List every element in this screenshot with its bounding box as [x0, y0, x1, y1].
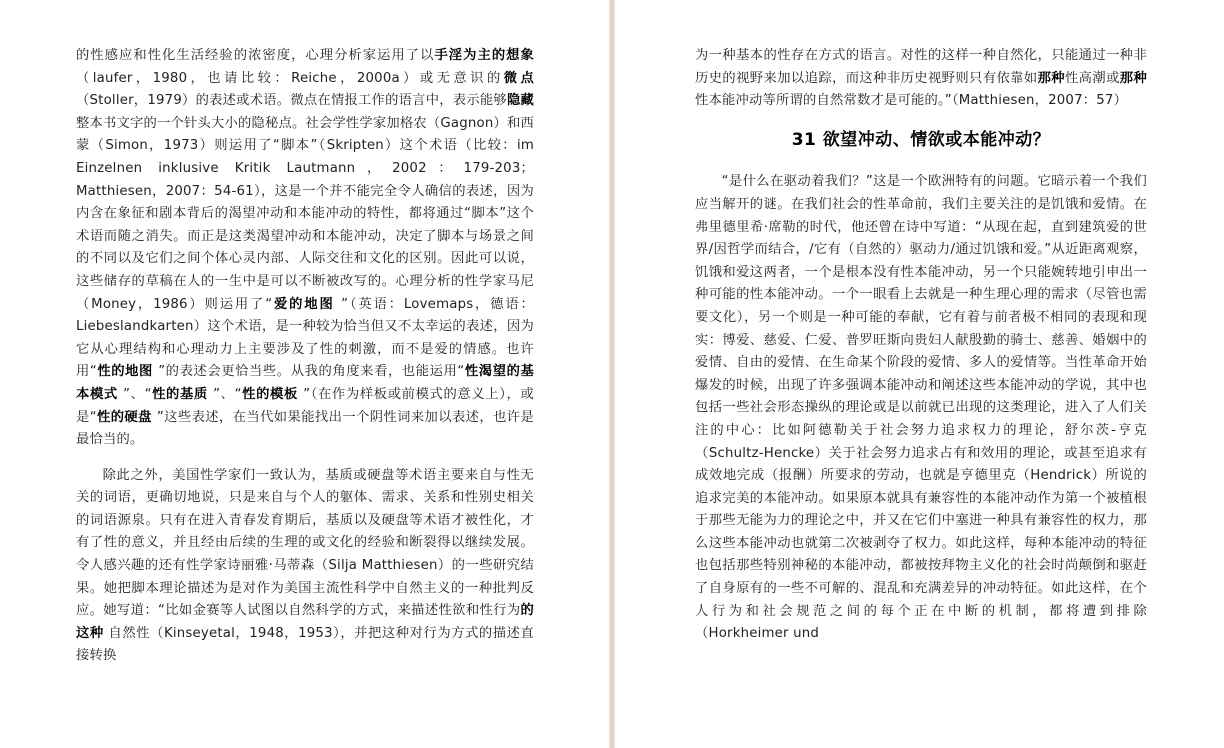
right-text-block	[695, 45, 1147, 646]
text-run: （laufer，1980，也请比较：Reiche，2000a）或无意识的	[76, 70, 504, 86]
emphasized-term: 那种	[1119, 70, 1147, 86]
text-run: 的性感应和性化生活经验的浓密度，心理分析家运用了以	[76, 48, 435, 63]
emphasized-term: 爱的地图	[272, 296, 342, 312]
left-text-block	[76, 45, 534, 668]
emphasized-term: 那种	[1037, 70, 1065, 86]
emphasized-term: 性的模板	[241, 386, 304, 402]
text-run: ”（英语：Lovemaps，德语：Liebeslandkarten）这个术语，是一种较为恰当但又不太幸运的表述，因为它从心理结构和心理动力上主要涉及了性的刺激，而不是爱的情感。也许用“	[76, 296, 534, 380]
right-page	[615, 0, 1224, 748]
emphasized-term: 隐藏	[506, 93, 534, 109]
paragraph-gap	[76, 452, 534, 465]
text-run: ”这些表述，在当代如果能找出一个阴性词来加以表述，也许是最恰当的。	[76, 409, 534, 448]
text-run: ”（在作为样板或前模式的意义上），或是“	[76, 386, 534, 425]
right-paragraph-2	[695, 171, 1147, 645]
text-run: ”、“	[213, 386, 242, 402]
emphasized-term: 微点	[503, 70, 535, 86]
emphasized-term: 性渴望的基本模式	[76, 364, 534, 402]
emphasized-term: 的这种	[76, 603, 534, 641]
left-paragraph-1	[76, 45, 534, 452]
text-run: （Stoller，1979）的表述或术语。微点在情报工作的语言中，表示能够	[76, 93, 507, 109]
section-heading: 31 欲望冲动、情欲或本能冲动？	[791, 129, 1051, 150]
emphasized-term: 性的地图	[96, 364, 159, 380]
text-run: 为一种基本的性存在方式的语言。对性的这样一种自然化，只能通过一种非历史的视野来加以追踪，而这种非历史视野则只有依靠如	[695, 48, 1147, 86]
emphasized-term: 手淫为主的想象	[434, 48, 534, 63]
right-paragraph-1	[695, 45, 1147, 113]
emphasized-term: 性的基质	[151, 386, 214, 402]
text-run: ”的表述会更恰当些。从我的角度来看，也能运用“	[158, 364, 465, 380]
text-run: 整本书文字的一个针头大小的隐秘点。社会学性学家加格农（Gagnon）和西蒙（Simon，1973）则运用了“脚本”（Skripten）这个术语（比较：im Einzelnen inklusive Kritik Lautmann，2002：179-203；Matthiesen，2007：54-61），这是一个并不能完全令人确信的表述，因为内含在象征和剧本背后的渴望冲动和本能冲动的特性，都将通过“脚本”这个术语而随之消失。而正是这类渴望冲动和本能冲动，决定了脚本与场景之间的不同以及它们之间个体心灵内部、人际交往和文化的区别。因此可以说，这些储存的草稿在人的一生中是可以不断被改写的。心理分析的性学家马尼（Money，1986）则运用了“	[76, 115, 534, 312]
text-run: 除此之外，美国性学家们一致认为，基质或硬盘等术语主要来自与性无关的词语，更确切地说，只是来自与个人的躯体、需求、关系和性别史相关的词语源泉。只有在进入青春发育期后，基质以及硬盘等术语才被性化，才有了性的意义，并且经由后续的生理的或文化的经验和断裂得以继续发展。令人感兴趣的还有性学家诗丽雅·马蒂森（Silja Matthiesen）的一些研究结果。她把脚本理论描述为是对作为美国主流性科学中自然主义的一种批判反应。她写道：“比如金赛等人试图以自然科学的方式，来描述性欲和性行为	[76, 467, 534, 619]
left-page	[0, 0, 609, 748]
text-run: 性本能冲动等所谓的自然常数才是可能的。”（Matthiesen，2007：57）	[695, 93, 1128, 109]
text-run: 自然性（Kinseyetal，1948，1953），并把这种对行为方式的描述直接转换	[76, 625, 535, 664]
emphasized-term: 性的硬盘	[96, 409, 157, 425]
left-paragraph-2	[76, 465, 534, 668]
text-run: “是什么在驱动着我们？”这是一个欧洲特有的问题。它暗示着一个我们应当解开的谜。在我们社会的性革命前，我们主要关注的是饥饿和爱情。在弗里德里希·席勒的时代，他还曾在诗中写道：“从现在起，直到建筑爱的世界/因哲学而结合，/它有（自然的）驱动力/通过饥饿和爱。”从近距离观察，饥饿和爱这两者，一个是根本没有性本能冲动，另一个只能婉转地引申出一种可能的性本能冲动。一个一眼看上去就是一种生理心理的需求（尽管也需要文化），另一个则是一种可能的奉献，它有着与前者极不相同的表现和现实：博爱、慈爱、仁爱、普罗旺斯向贵妇人献殷勤的骑士、慈善、婚姻中的爱情、自由的爱情、在生命某个阶段的爱情、多人的爱情等。当性革命开始爆发的时候，出现了许多强调本能冲动和阐述这些本能冲动的学说，其中也包括一些社会形态操纵的理论或是以前就已出现的这类理论，进入了人们关注的中心：比如阿德勒关于社会努力追求权力的理论，舒尔茨-亨克（Schultz-Hencke）关于社会努力追求占有和效用的理论，或甚至追求有成效地完成（报酬）所要求的劳动，也就是亨德里克（Hendrick）所说的追求完美的本能冲动。如果原本就具有兼容性的本能冲动作为第一个被植根于那些无能为力的理论之中，并又在它们中塞进一种具有兼容性的权力，那么这些本能冲动也就第二次被剥夺了权力。如此这样，每种本能冲动的特征也包括那些特别神秘的本能冲动，都被按拜物主义化的社会时尚颠倒和驱赶了自身原有的一些不可解的、混乱和充满差异的冲动特征。如此这样，在个人行为和社会规范之间的每个正在中断的机制，都将遭到排除（Horkheimer und	[695, 174, 1147, 642]
text-run: 性高潮或	[1064, 70, 1120, 86]
text-run: ”、“	[123, 386, 152, 402]
